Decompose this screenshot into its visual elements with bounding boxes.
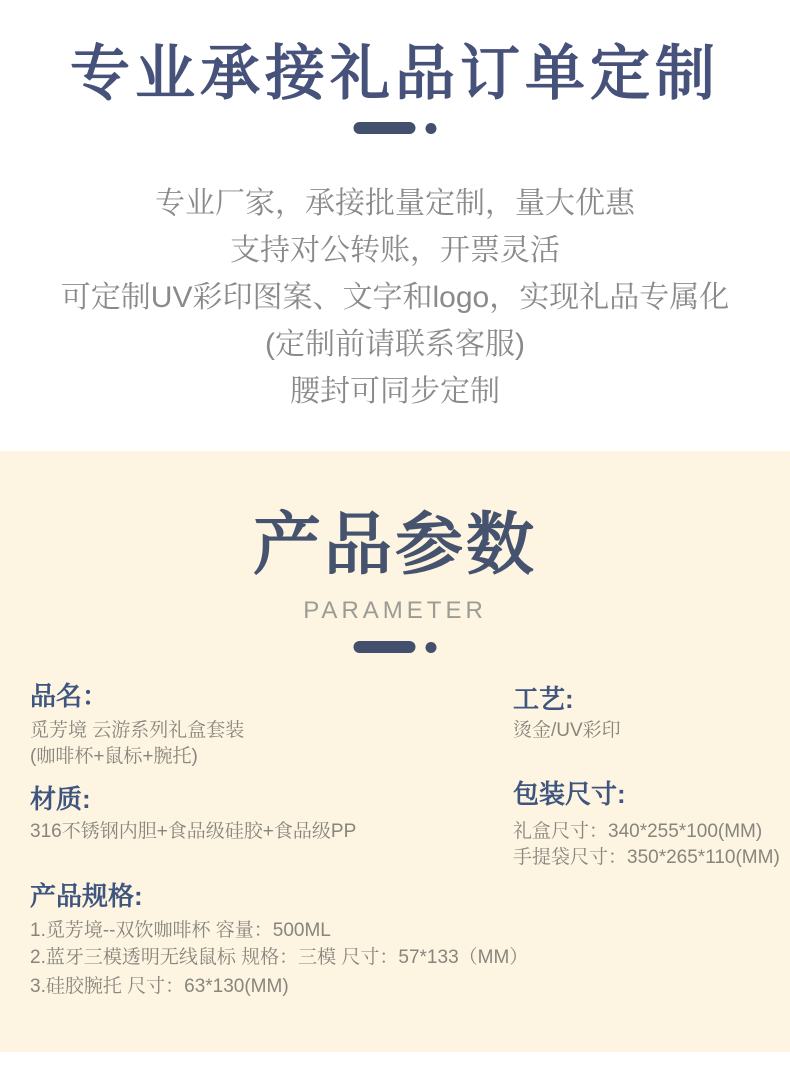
parameter-heading: 产品参数 <box>252 507 537 583</box>
material-label: 材质: <box>30 784 91 814</box>
bag-size-value: 手提袋尺寸：350*265*110(MM) <box>513 847 780 868</box>
specs-label: 产品规格: <box>30 881 143 911</box>
divider-dot <box>426 123 437 134</box>
divider-dot <box>426 642 437 653</box>
hero-line: 支持对公转账，开票灵活 <box>230 234 560 267</box>
product-name-value: 觅芳境 云游系列礼盒套装 <box>30 720 245 741</box>
craft-value: 烫金/UV彩印 <box>513 720 621 741</box>
divider-dash <box>354 641 416 653</box>
product-name-label: 品名： <box>30 681 109 711</box>
hero-line: 专业厂家，承接批量定制，量大优惠 <box>155 187 635 220</box>
craft-label: 工艺: <box>513 684 574 714</box>
hero-line: 腰封可同步定制 <box>290 375 500 408</box>
spec-item-mouse: 2.蓝牙三模透明无线鼠标 规格：三模 尺寸：57*133（MM） <box>30 947 529 968</box>
parameter-subheading: PARAMETER <box>303 597 487 624</box>
hero-line: 可定制UV彩印图案、文字和logo，实现礼品专属化 <box>60 281 730 314</box>
packaging-size-label: 包装尺寸: <box>513 779 626 809</box>
hero-line: (定制前请联系客服) <box>265 328 525 361</box>
hero-title: 专业承接礼品订单定制 <box>70 40 720 107</box>
giftbox-size-value: 礼盒尺寸：340*255*100(MM) <box>513 821 763 842</box>
divider-dash <box>354 122 416 134</box>
product-name-contents: (咖啡杯+鼠标+腕托) <box>30 746 198 767</box>
parameter-section <box>0 451 790 1052</box>
material-value: 316不锈钢内胆+食品级硅胶+食品级PP <box>30 821 357 842</box>
spec-item-wristrest: 3.硅胶腕托 尺寸：63*130(MM) <box>30 976 289 997</box>
hero-description <box>0 180 790 415</box>
spec-item-cup: 1.觅芳境--双饮咖啡杯 容量：500ML <box>30 920 331 941</box>
title-divider <box>354 122 437 134</box>
parameter-divider <box>354 641 437 653</box>
